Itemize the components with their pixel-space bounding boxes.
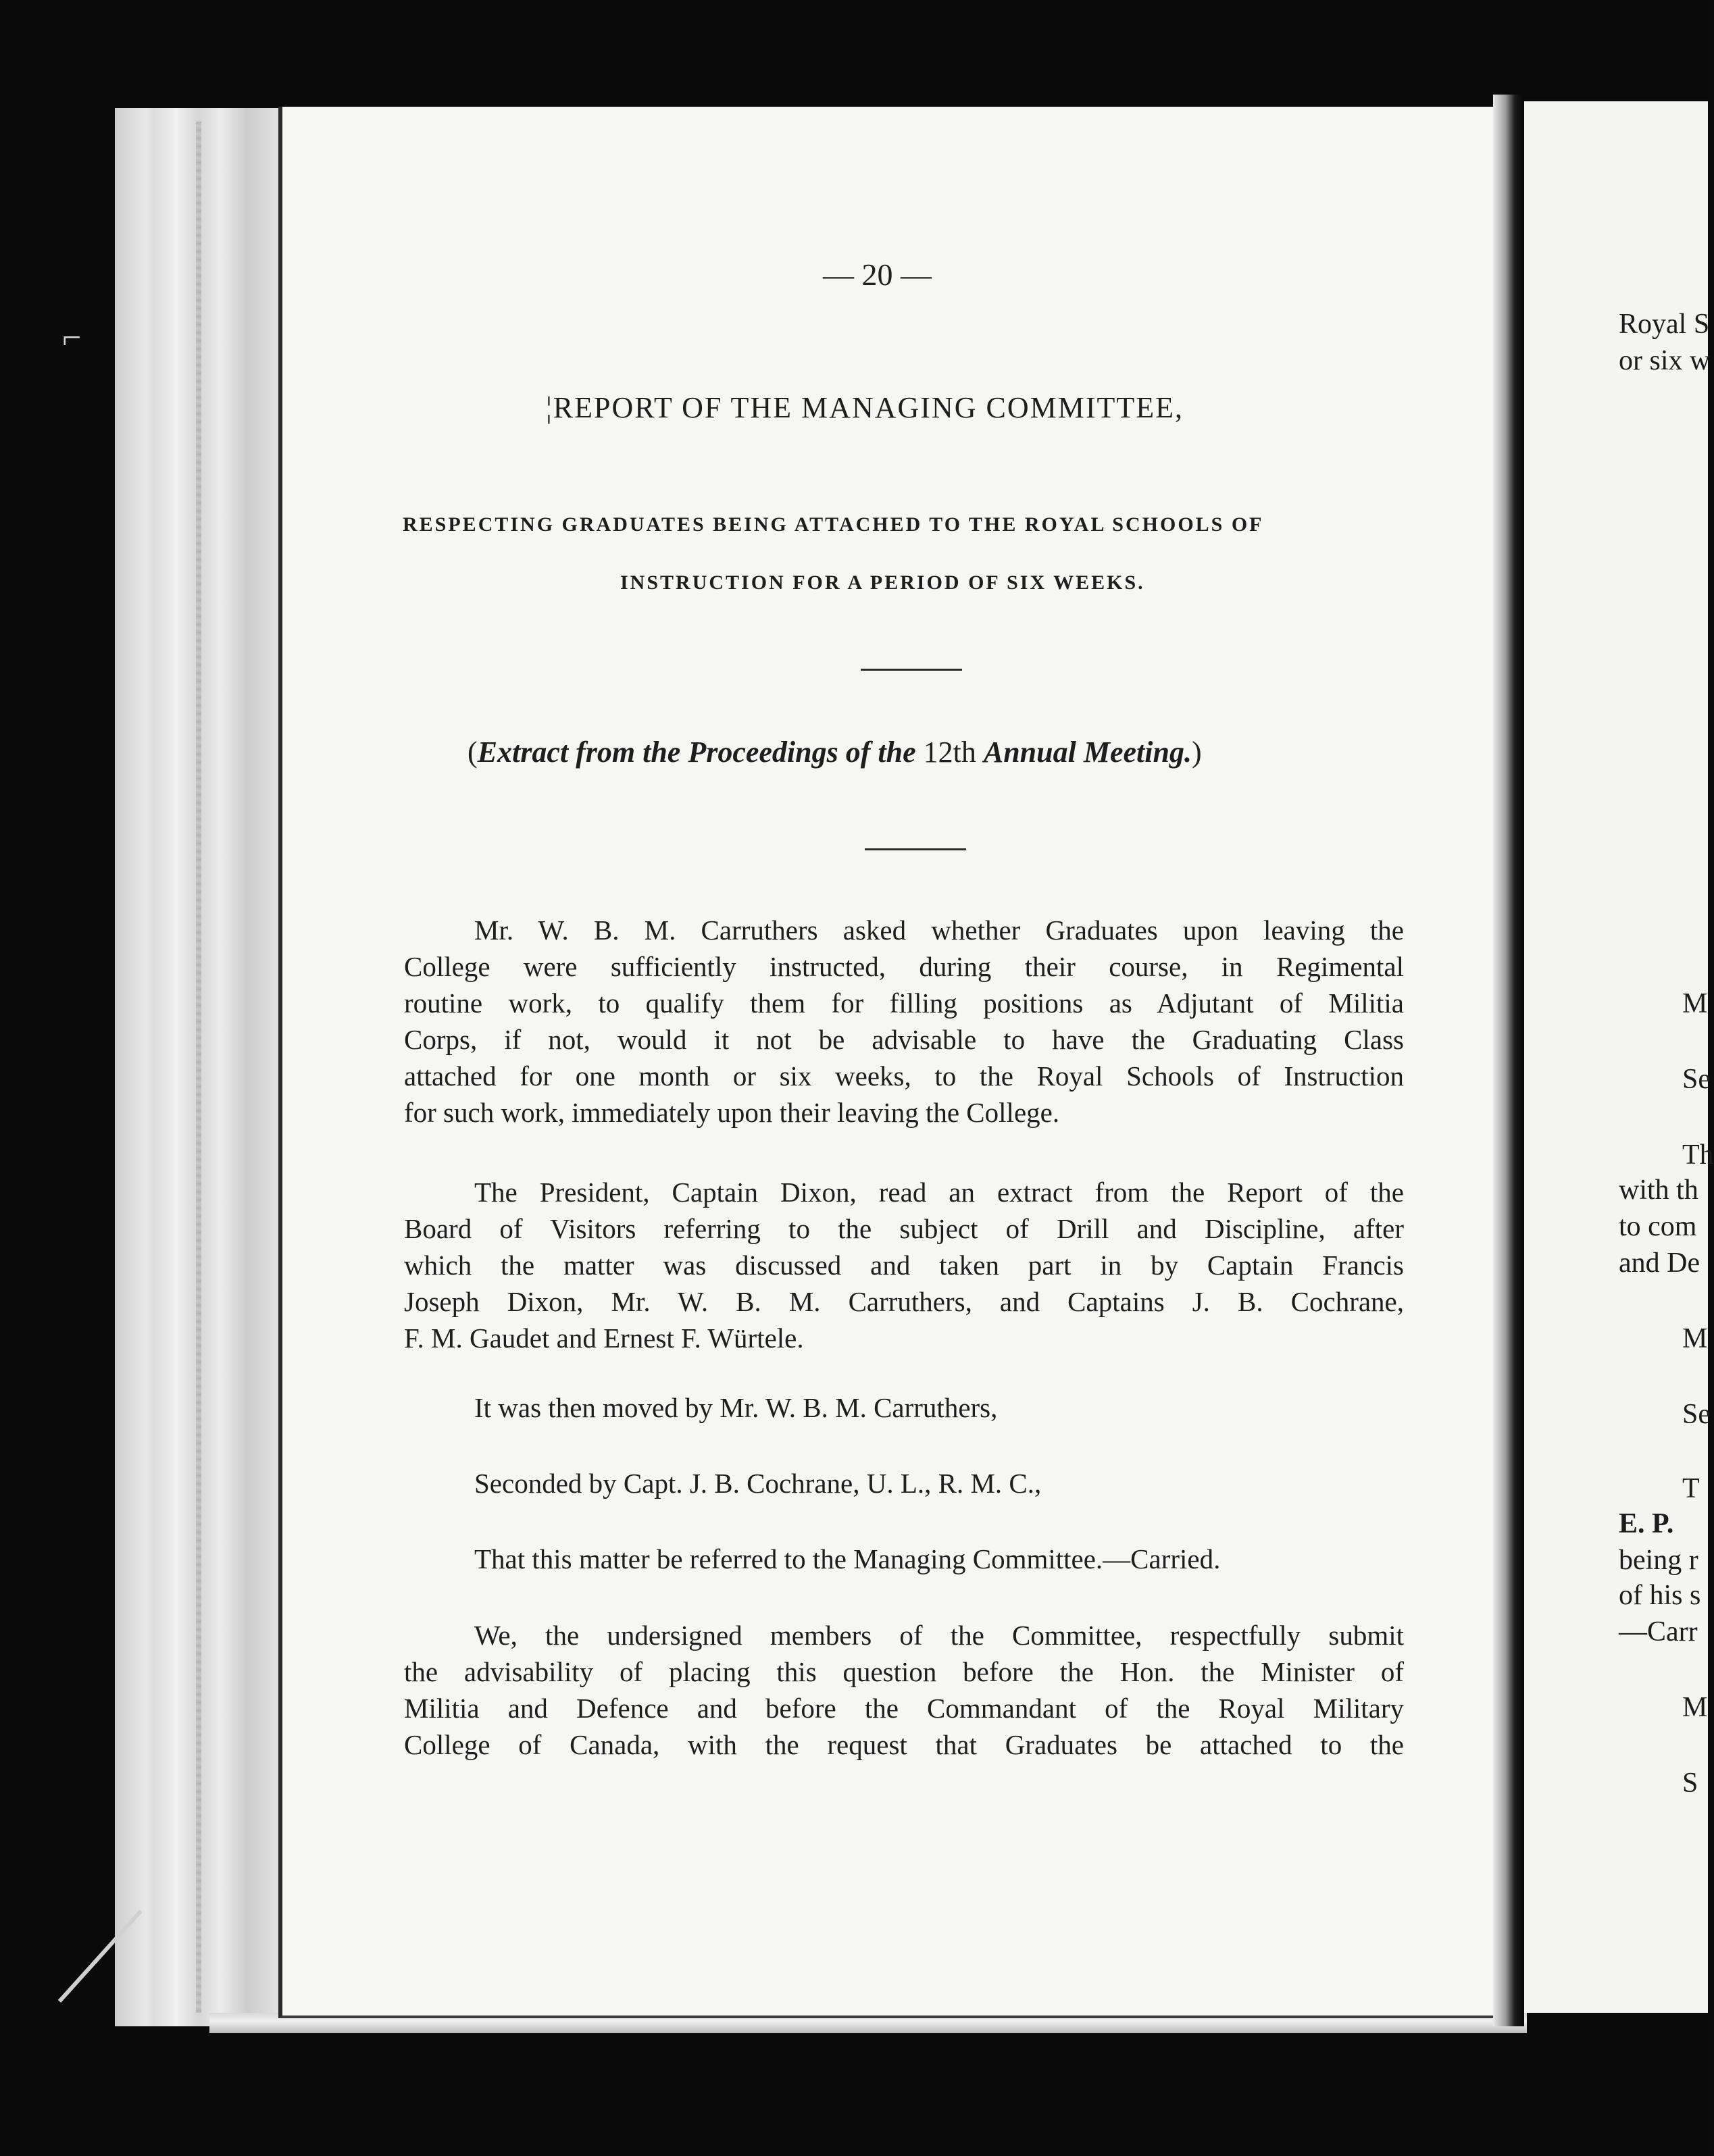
motion-moved: It was then moved by Mr. W. B. M. Carruthers,: [474, 1392, 998, 1423]
facing-line: T: [1682, 1473, 1700, 1504]
facing-line: of his s: [1619, 1580, 1701, 1611]
paragraph-carruthers-question: [404, 912, 1404, 1131]
paragraph-line: We, the undersigned members of the Committee, respectfully submit: [474, 1620, 1404, 1651]
facing-page-fragment: [1524, 101, 1714, 2013]
paragraph-line: Corps, if not, would it not be advisable to have the Graduating Class: [404, 1024, 1404, 1055]
paragraph-line: Joseph Dixon, Mr. W. B. M. Carruthers, and Captains J. B. Cochrane,: [404, 1286, 1404, 1317]
facing-line: M: [1682, 1692, 1708, 1723]
corner-mark: ⌐: [62, 318, 82, 356]
separator-rule-top: [861, 669, 962, 671]
report-subtitle-line-2: INSTRUCTION FOR A PERIOD OF SIX WEEKS.: [620, 571, 1145, 594]
facing-line: Se: [1682, 1399, 1711, 1430]
paragraph-line: for such work, immediately upon their leaving the College.: [404, 1097, 1060, 1128]
paragraph-line: College of Canada, with the request that Graduates be attached to the: [404, 1729, 1404, 1760]
paragraph-line: attached for one month or six weeks, to the Royal Schools of Instruction: [404, 1060, 1404, 1092]
paragraph-line: The President, Captain Dixon, read an extract from the Report of the: [474, 1177, 1404, 1208]
facing-line: E. P.: [1619, 1508, 1674, 1539]
facing-line: to com: [1619, 1211, 1697, 1242]
extract-caption: [468, 735, 1202, 769]
facing-line: with th: [1619, 1175, 1698, 1206]
paragraph-line: F. M. Gaudet and Ernest F. Würtele.: [404, 1323, 804, 1354]
facing-line: and De: [1619, 1248, 1700, 1279]
facing-line: or six w: [1619, 345, 1711, 376]
motion-seconded: Seconded by Capt. J. B. Cochrane, U. L., R. M. C.,: [474, 1468, 1042, 1499]
facing-line: M: [1682, 988, 1708, 1019]
facing-line: Se: [1682, 1064, 1711, 1095]
paragraph-line: Militia and Defence and before the Commandant of the Royal Military: [404, 1693, 1404, 1724]
motion-resolution: That this matter be referred to the Managing Committee.—Carried.: [474, 1543, 1221, 1574]
extract-ordinal: 12th: [915, 736, 984, 769]
extract-text-part-1: Extract from the Proceedings of the: [477, 736, 916, 769]
paragraph-line: routine work, to qualify them for filling positions as Adjutant of Militia: [404, 987, 1404, 1019]
report-subtitle-line-1: RESPECTING GRADUATES BEING ATTACHED TO THE ROYAL SCHOOLS OF: [403, 513, 1264, 536]
paragraph-line: Mr. W. B. M. Carruthers asked whether Graduates upon leaving the: [474, 915, 1404, 946]
extract-open-paren: (: [468, 736, 478, 769]
facing-line: S: [1682, 1768, 1698, 1799]
facing-line: Royal S: [1619, 309, 1710, 340]
book-gutter: [1493, 95, 1524, 2026]
report-title: ¦REPORT OF THE MANAGING COMMITTEE,: [546, 391, 1184, 424]
facing-line: being r: [1619, 1545, 1698, 1576]
separator-rule-bottom: [865, 848, 966, 850]
paragraph-line: which the matter was discussed and taken part in by Captain Francis: [404, 1250, 1404, 1281]
extract-text-part-2: Annual Meeting.: [983, 736, 1192, 769]
paragraph-line: Board of Visitors referring to the subject of Drill and Discipline, after: [404, 1213, 1404, 1244]
page-edges-left: [115, 108, 291, 2026]
facing-line: —Carr: [1619, 1616, 1698, 1647]
facing-line: Th: [1682, 1139, 1714, 1171]
book-page-20: [278, 107, 1515, 2018]
paragraph-committee-submission: [404, 1617, 1404, 1763]
paragraph-president-dixon: [404, 1174, 1404, 1356]
paragraph-line: the advisability of placing this question before the Hon. the Minister of: [404, 1656, 1404, 1687]
facing-line: M: [1682, 1323, 1708, 1354]
page-number: — 20 —: [823, 257, 932, 292]
extract-close-paren: ): [1191, 736, 1202, 769]
paragraph-line: College were sufficiently instructed, during their course, in Regimental: [404, 951, 1404, 982]
